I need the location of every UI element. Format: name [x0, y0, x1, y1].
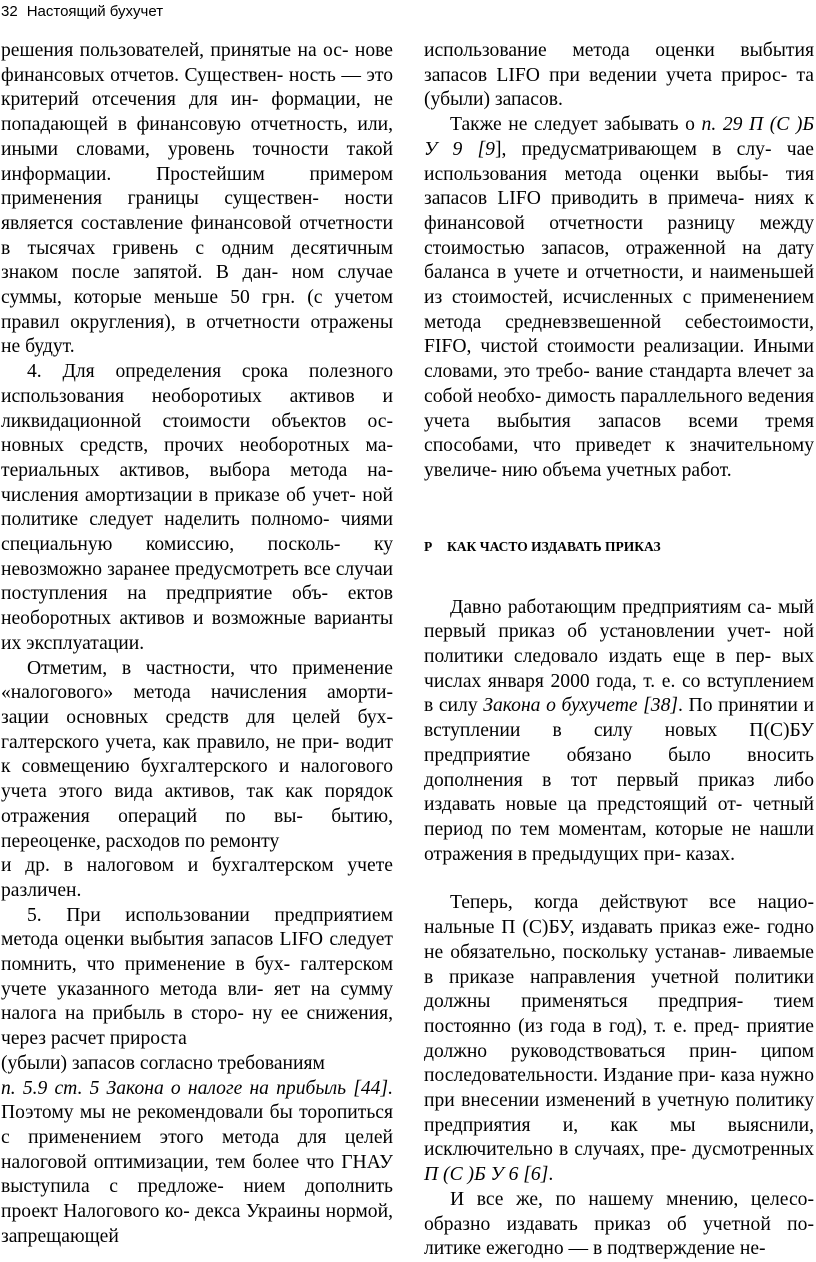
- paragraph-spacer: [424, 867, 814, 891]
- standard-reference: П (С )Б У 6 [6]: [424, 1164, 549, 1186]
- paragraph: 5. При использовании предприятием метода оценки выбытия запасов LIFO следует помнить, что применение в бух- галтерском учете указанного метода вли- яет на сумму налога на прибыль в сторо- ну ее снижения, через расчет прироста: [1, 904, 393, 1050]
- heading-marker: Р: [424, 538, 433, 554]
- right-column: [424, 39, 814, 1262]
- section-heading: [424, 535, 814, 559]
- paragraph: Отметим, в частности, что применение «налогового» метода начисления аморти- зации основных средств для целей бух- галтерского учета, как правило, не при- водит к совмещению бухгалтерского и налогового учета этого вида активов, так как порядок отражения операций по вы- бытию, переоценке, расходов по ремонту: [1, 657, 393, 852]
- paragraph: и др. в налоговом и бухгалтерском учете различен.: [1, 855, 393, 901]
- law-reference: п. 5.9 ст. 5 Закона о налоге на прибыль [44].: [1, 1077, 393, 1099]
- paragraph-text: ], предусматривающем в слу- чае использования метода оценки выбы- тия запасов LIFO приводить в примеча- ниях к финансовой отчетности разницу между стоимостью запасов, отраженной на дату баланса в учете и отчетности, и наименьшей из стоимостей, исчисленных с применением метода средневзвешенной себестоимости, FIFO, чистой стоимости реализации. Иными словами, это требо- вание стандарта влечет за собой необхо- димость параллельного ведения учета выбытия запасов всеми тремя способами, что приведет к значительному увеличе- нию объема учетных работ.: [424, 138, 814, 481]
- running-header: [1, 2, 163, 22]
- paragraph-text: Также не следует забывать о: [450, 114, 702, 136]
- paragraph-text: Теперь, когда действуют все нацио- нальные П (С)БУ, издавать приказ еже- годно не обязательно, поскольку устанав- ливаемые в приказе направления учетной политики должны применяться предприя- тием постоянно (из года в год), т. е. пред- приятие должно руководствоваться прин- ципом последовательности. Издание при- каза нужно при внесении изменений в учетную политику предприятия и, как мы выяснили, исключительно в случаях, пре- дусмотренных: [424, 892, 814, 1161]
- paragraph: [424, 891, 814, 1187]
- paragraph-text: . По принятии и вступлении в силу новых П(С)БУ предприятие обязано было вносить дополнения в тот первый приказ либо издавать новые ца предстоящий от- четный период по тем моментам, которые не нашли отражения в предыдущих при- казах.: [424, 695, 815, 865]
- paragraph: решения пользователей, принятые на ос- нове финансовых отчетов. Существен- ность — это критерий отсечения для ин- формации, не попадающей в финансовую отчетность, или, иными словами, уровень точности такой информации. Простейшим примером применения границы существен- ности является составление финансовой отчетности в тысячах гривень с одним десятичным знаком после запятой. В дан- ном случае суммы, которые меньше 50 грн. (с учетом правил округления), в отчетности отражены не будут.: [1, 40, 393, 358]
- heading-text: КАК ЧАСТО ИЗДАВАТЬ ПРИКАЗ: [447, 538, 661, 554]
- paragraph: [1, 1077, 393, 1250]
- paragraph: [424, 596, 814, 868]
- running-title: Настоящий бухучет: [26, 3, 164, 20]
- page-number: 32: [1, 3, 18, 20]
- paragraph: [424, 113, 814, 484]
- paragraph: И все же, по нашему мнению, целесо- образно издавать приказ об учетной по- литике ежегодно — в подтверждение не-: [424, 1188, 814, 1260]
- paragraph: 4. Для определения срока полезного использования необоротиых активов и ликвидационной стоимости объектов ос- новных средств, прочих необоротных ма- териальных активов, выбора метода на- числения амортизации в приказе об учет- ной политике следует наделить полномо- чиями специальную комиссию, посколь- ку невозможно заранее предусмотреть все случаи поступления на предприятие объ- ектов необоротных активов и возможные варианты их эксплуатации.: [1, 361, 393, 654]
- paragraph-text: .: [548, 1164, 554, 1186]
- paragraph-text: Давно работающим предприятиям са- мый первый приказ об установлении учет- ной политики следовало издать еще в пер- вых числах января 2000 года, т. е. со вступлением в силу: [424, 596, 814, 717]
- paragraph: (убыли) запасов согласно требованиям: [1, 1052, 325, 1074]
- standard-reference: п. 29 П (С )Б У 9 [9: [424, 114, 814, 160]
- left-column: [1, 39, 393, 1249]
- paragraph-text: Поэтому мы не рекомендовали бы торопиться с применением этого метода для целей налоговой оптимизации, тем более что ГНАУ выступила с предложе- нием дополнить проект Налогового ко- декса Украины нормой, запрещающей: [1, 1102, 393, 1247]
- paragraph: использование метода оценки выбытия запасов LIFO при ведении учета прирос- та (убыли) запасов.: [424, 40, 814, 111]
- law-reference: Закона о бухучете [38]: [483, 695, 679, 717]
